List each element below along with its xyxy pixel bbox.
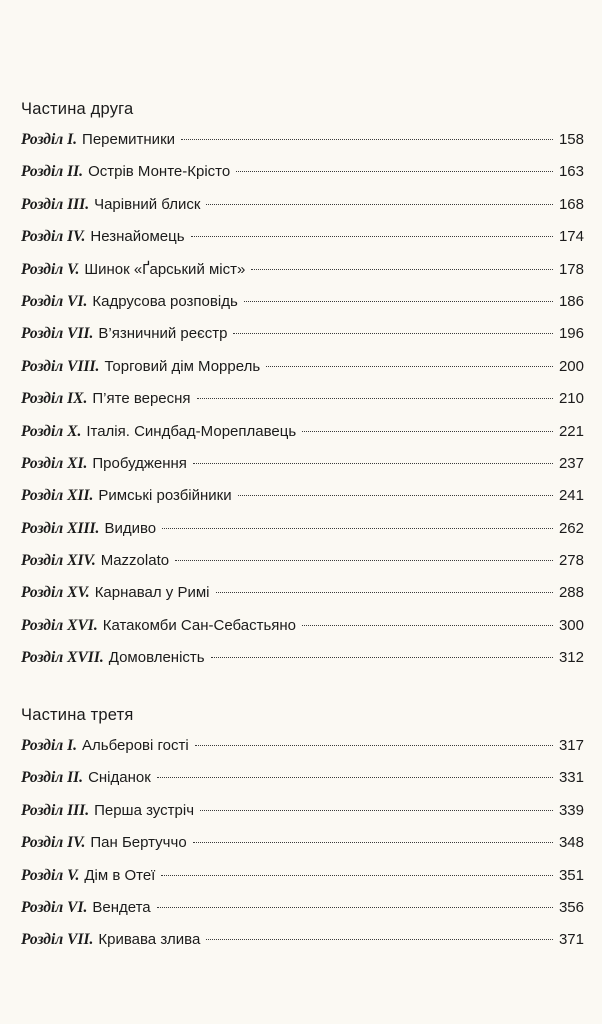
dot-leader bbox=[195, 745, 553, 746]
page-number: 312 bbox=[558, 649, 584, 667]
part-title: Частина друга bbox=[21, 100, 134, 118]
dot-leader bbox=[157, 907, 553, 908]
page-number: 186 bbox=[558, 292, 584, 310]
page-number: 221 bbox=[558, 422, 584, 440]
dot-leader bbox=[193, 842, 553, 843]
chapter-title: Пан Бертуччо bbox=[90, 834, 187, 852]
page-number: 300 bbox=[558, 616, 584, 634]
chapter-title: Торговий дім Моррель bbox=[104, 357, 261, 375]
dot-leader bbox=[302, 431, 553, 432]
page-number: 241 bbox=[558, 487, 584, 505]
chapter-label: Розділ XVI. bbox=[21, 616, 98, 634]
toc-entry[interactable] bbox=[21, 383, 584, 415]
page-number: 158 bbox=[558, 131, 584, 148]
chapter-title: Шинок «Ґарський міст» bbox=[84, 260, 246, 278]
chapter-label: Розділ IX. bbox=[21, 390, 88, 408]
chapter-title: Видиво bbox=[104, 519, 157, 537]
part-title: Частина третя bbox=[21, 706, 134, 724]
chapter-label: Розділ VI. bbox=[21, 292, 88, 310]
chapter-label: Розділ III. bbox=[21, 801, 90, 819]
chapter-label: Розділ I. bbox=[21, 737, 78, 754]
dot-leader bbox=[175, 560, 553, 561]
page-number: 196 bbox=[558, 325, 584, 343]
dot-leader bbox=[206, 204, 553, 205]
dot-leader bbox=[236, 171, 553, 172]
toc-entry[interactable] bbox=[21, 730, 584, 762]
dot-leader bbox=[191, 236, 553, 237]
page-number: 348 bbox=[558, 834, 584, 852]
chapter-title: Острів Монте-Крісто bbox=[88, 163, 231, 181]
part-three-section bbox=[21, 700, 584, 957]
dot-leader bbox=[233, 333, 552, 334]
dot-leader bbox=[193, 463, 553, 464]
toc-entry[interactable] bbox=[21, 189, 584, 221]
toc-entry[interactable] bbox=[21, 545, 584, 577]
chapter-title: Сніданок bbox=[88, 769, 151, 787]
dot-leader bbox=[211, 657, 553, 658]
toc-entry[interactable] bbox=[21, 318, 584, 350]
page-number: 356 bbox=[558, 898, 584, 916]
chapter-label: Розділ X. bbox=[21, 422, 82, 440]
chapter-title: Домовленість bbox=[108, 649, 205, 667]
page-number: 351 bbox=[558, 866, 584, 884]
chapter-label: Розділ VIII. bbox=[21, 357, 100, 375]
dot-leader bbox=[302, 625, 553, 626]
chapter-title: Перемитники bbox=[82, 131, 176, 148]
toc-entry[interactable] bbox=[21, 351, 584, 383]
toc-entry[interactable] bbox=[21, 156, 584, 188]
page-number: 210 bbox=[558, 390, 584, 408]
chapter-title: Альберові гості bbox=[82, 737, 189, 754]
toc-entry[interactable] bbox=[21, 762, 584, 794]
page-number: 371 bbox=[558, 931, 584, 949]
toc-entry[interactable] bbox=[21, 254, 584, 286]
toc-entry[interactable] bbox=[21, 827, 584, 859]
toc-entry[interactable] bbox=[21, 221, 584, 253]
dot-leader bbox=[238, 495, 553, 496]
toc-entry[interactable] bbox=[21, 642, 584, 674]
dot-leader bbox=[161, 875, 553, 876]
page-number: 168 bbox=[558, 195, 584, 213]
chapter-list bbox=[21, 730, 584, 957]
chapter-label: Розділ VI. bbox=[21, 898, 88, 916]
toc-entry[interactable] bbox=[21, 924, 584, 956]
chapter-title: Римські розбійники bbox=[98, 487, 232, 505]
chapter-label: Розділ XIV. bbox=[21, 552, 96, 570]
toc-entry[interactable] bbox=[21, 124, 584, 156]
chapter-label: Розділ V. bbox=[21, 866, 80, 884]
chapter-label: Розділ I. bbox=[21, 131, 78, 148]
toc-entry[interactable] bbox=[21, 416, 584, 448]
dot-leader bbox=[157, 777, 553, 778]
dot-leader bbox=[244, 301, 553, 302]
toc-entry[interactable] bbox=[21, 860, 584, 892]
page-number: 288 bbox=[558, 584, 584, 602]
page-number: 331 bbox=[558, 769, 584, 787]
chapter-title: Перша зустріч bbox=[94, 801, 195, 819]
chapter-title: Італія. Синдбад-Мореплавець bbox=[86, 422, 297, 440]
chapter-title: Кривава злива bbox=[98, 931, 201, 949]
chapter-title: Пробудження bbox=[92, 454, 187, 472]
dot-leader bbox=[162, 528, 553, 529]
dot-leader bbox=[206, 939, 553, 940]
chapter-label: Розділ VII. bbox=[21, 931, 94, 949]
chapter-title: Вендета bbox=[92, 898, 151, 916]
dot-leader bbox=[197, 398, 553, 399]
chapter-label: Розділ VII. bbox=[21, 325, 94, 343]
page-number: 200 bbox=[558, 357, 584, 375]
toc-entry[interactable] bbox=[21, 892, 584, 924]
toc-entry[interactable] bbox=[21, 448, 584, 480]
chapter-title: Кадрусова розповідь bbox=[92, 292, 238, 310]
dot-leader bbox=[181, 139, 553, 140]
chapter-label: Розділ XV. bbox=[21, 584, 90, 602]
chapter-title: Чарівний блиск bbox=[94, 195, 201, 213]
page-number: 178 bbox=[558, 260, 584, 278]
chapter-title: Дім в Отеї bbox=[84, 866, 156, 884]
chapter-label: Розділ II. bbox=[21, 769, 84, 787]
dot-leader bbox=[251, 269, 553, 270]
chapter-list bbox=[21, 124, 584, 675]
toc-entry[interactable] bbox=[21, 610, 584, 642]
chapter-label: Розділ XVII. bbox=[21, 649, 104, 667]
chapter-title: П’яте вересня bbox=[92, 390, 191, 408]
chapter-label: Розділ III. bbox=[21, 195, 90, 213]
chapter-label: Розділ IV. bbox=[21, 228, 86, 246]
toc-entry[interactable] bbox=[21, 286, 584, 318]
part-two-section bbox=[21, 94, 584, 675]
chapter-title: Незнайомець bbox=[90, 228, 185, 246]
dot-leader bbox=[266, 366, 553, 367]
toc-entry[interactable] bbox=[21, 577, 584, 609]
toc-entry[interactable] bbox=[21, 513, 584, 545]
dot-leader bbox=[216, 592, 553, 593]
dot-leader bbox=[200, 810, 553, 811]
toc-entry[interactable] bbox=[21, 480, 584, 512]
page-number: 278 bbox=[558, 552, 584, 570]
chapter-label: Розділ XIII. bbox=[21, 519, 100, 537]
chapter-title: В’язничний реєстр bbox=[98, 325, 228, 343]
page-number: 339 bbox=[558, 801, 584, 819]
chapter-label: Розділ II. bbox=[21, 163, 84, 181]
chapter-label: Розділ IV. bbox=[21, 834, 86, 852]
page-number: 317 bbox=[558, 737, 584, 754]
chapter-label: Розділ V. bbox=[21, 260, 80, 278]
page-number: 163 bbox=[558, 163, 584, 181]
toc-entry[interactable] bbox=[21, 795, 584, 827]
chapter-label: Розділ XII. bbox=[21, 487, 94, 505]
chapter-title: Катакомби Сан-Себастьяно bbox=[102, 616, 297, 634]
page-number: 237 bbox=[558, 454, 584, 472]
chapter-label: Розділ XI. bbox=[21, 454, 88, 472]
chapter-title: Mazzolato bbox=[100, 552, 170, 570]
chapter-title: Карнавал у Римі bbox=[94, 584, 210, 602]
page-number: 262 bbox=[558, 519, 584, 537]
page-number: 174 bbox=[558, 228, 584, 246]
